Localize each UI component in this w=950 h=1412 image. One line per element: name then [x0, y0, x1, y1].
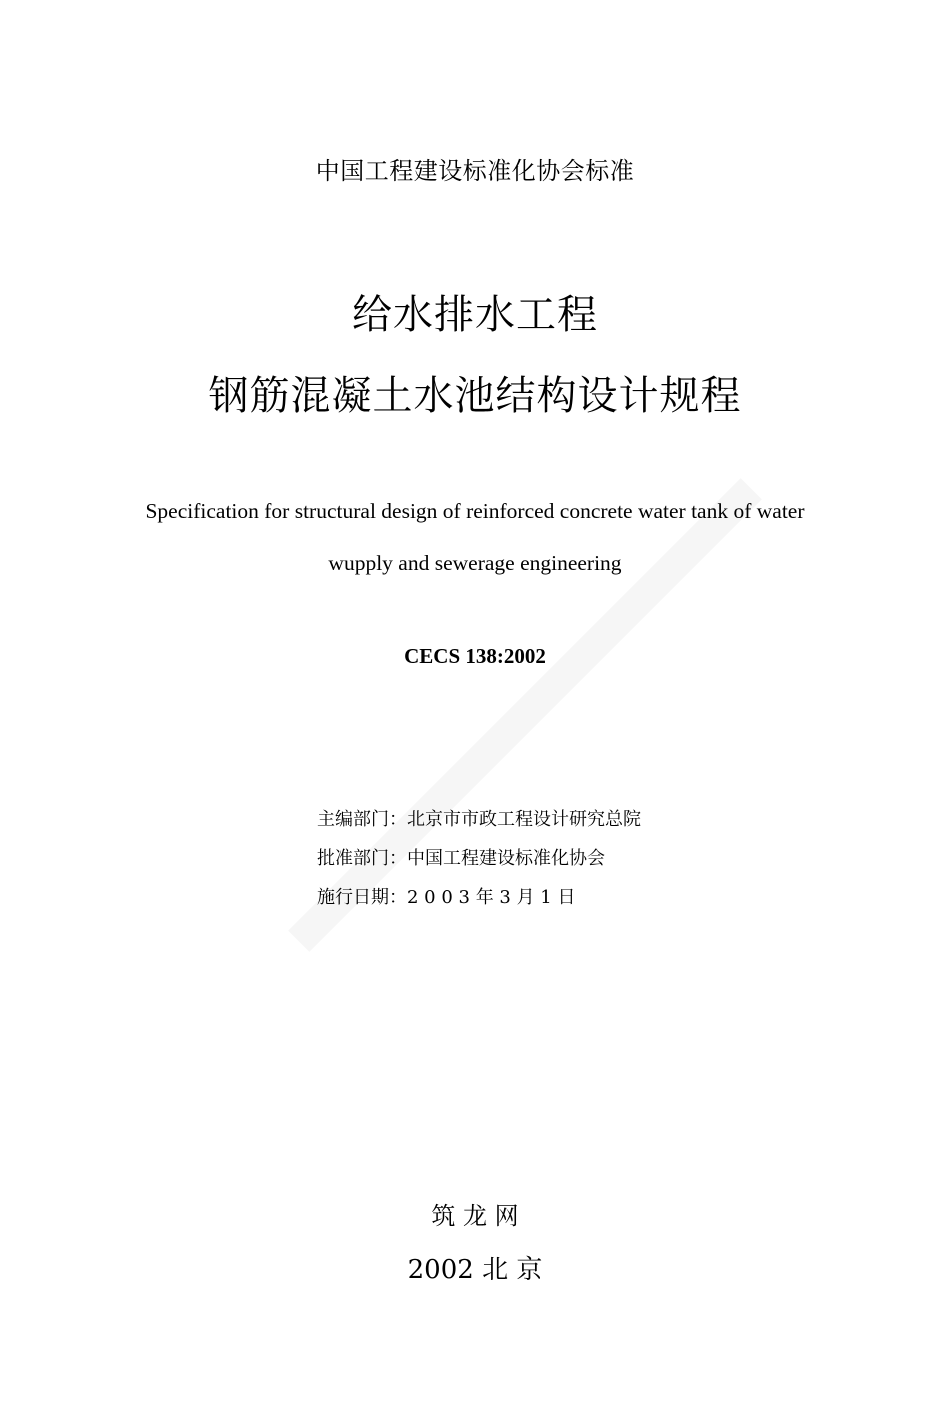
approval-line: 批准部门：中国工程建设标准化协会: [317, 848, 605, 869]
title-cn-line-1: 给水排水工程: [352, 292, 598, 338]
title-cn-line-2: 钢筋混凝土水池结构设计规程: [208, 373, 742, 419]
title-en-line-1: Specification for structural design of reinforced concrete water tank of water: [145, 499, 805, 523]
chief-editor-line: 主编部门：北京市市政工程设计研究总院: [317, 809, 641, 830]
effective-date-line: 施行日期：2 0 0 3 年 3 月 1 日: [317, 887, 576, 908]
place-year: 2002 北 京: [407, 1255, 543, 1285]
info-block: [317, 800, 737, 917]
standard-code: CECS 138:2002: [404, 644, 546, 668]
publisher: 筑 龙 网: [431, 1202, 519, 1230]
organization-standard-line: 中国工程建设标准化协会标准: [315, 157, 635, 185]
title-en-line-2: wupply and sewerage engineering: [328, 551, 622, 575]
